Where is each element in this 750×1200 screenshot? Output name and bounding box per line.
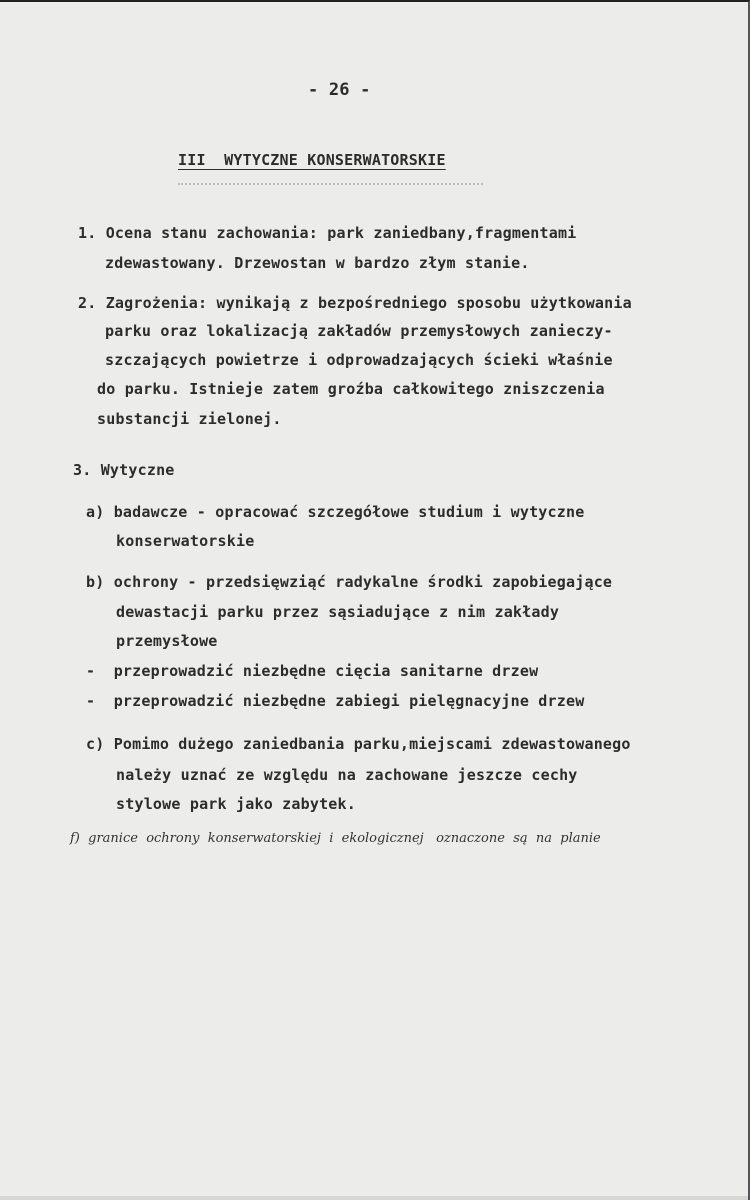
item-3a-line-2: konserwatorskie — [116, 532, 255, 550]
heading-dotted-rule — [178, 183, 483, 185]
item-3b-line-1: b) ochrony - przedsięwziąć radykalne środki zapobiegające — [86, 573, 613, 591]
item-3b-line-3: przemysłowe — [116, 632, 218, 650]
section-heading: III WYTYCZNE KONSERWATORSKIE — [178, 151, 446, 169]
item-3c-line-3: stylowe park jako zabytek. — [116, 795, 356, 813]
item-3c-line-2: należy uznać ze względu na zachowane jeszcze cechy — [116, 766, 578, 784]
item-2-line-3: szczających powietrze i odprowadzających ścieki właśnie — [105, 351, 613, 369]
item-2-line-1: 2. Zagrożenia: wynikają z bezpośredniego sposobu użytkowania — [78, 294, 632, 312]
item-2-line-2: parku oraz lokalizacją zakładów przemysłowych zanieczy- — [105, 322, 613, 340]
item-1-line-2: zdewastowany. Drzewostan w bardzo złym stanie. — [105, 254, 530, 272]
item-2-line-4: do parku. Istnieje zatem groźba całkowitego zniszczenia — [97, 380, 605, 398]
item-2-line-5: substancji zielonej. — [97, 410, 282, 428]
item-3b-dash-1: - przeprowadzić niezbędne cięcia sanitarne drzew — [86, 662, 539, 680]
page-bottom-edge — [0, 1196, 748, 1200]
item-3-title: 3. Wytyczne — [73, 461, 175, 479]
item-3b-dash-2: - przeprowadzić niezbędne zabiegi pielęgnacyjne drzew — [86, 692, 585, 710]
page-number: - 26 - — [308, 80, 371, 100]
item-3a-line-1: a) badawcze - opracować szczegółowe studium i wytyczne — [86, 503, 585, 521]
item-3c-line-1: c) Pomimo dużego zaniedbania parku,miejscami zdewastowanego — [86, 735, 631, 753]
item-3f-handwritten-note: f) granice ochrony konserwatorskiej i ekologicznej oznaczone są na planie — [70, 831, 601, 846]
item-1-line-1: 1. Ocena stanu zachowania: park zaniedbany,fragmentami — [78, 224, 577, 242]
item-3b-line-2: dewastacji parku przez sąsiadujące z nim zakłady — [116, 603, 560, 621]
